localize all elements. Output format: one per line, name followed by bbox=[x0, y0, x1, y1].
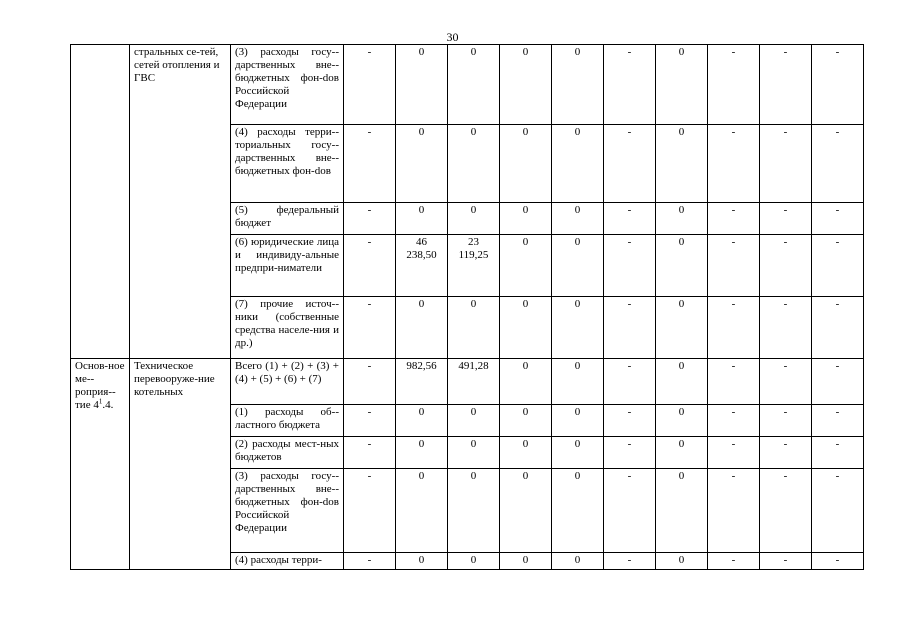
funding-source-cell: (2) расходы мест-ных бюджетов bbox=[231, 437, 344, 469]
value-cell: - bbox=[344, 297, 396, 359]
funding-source-cell: (3) расходы госу-дарственных вне-бюджетных фон-dов Российской Федерации bbox=[231, 45, 344, 125]
value-cell: - bbox=[708, 359, 760, 405]
value-cell: - bbox=[708, 45, 760, 125]
table-row bbox=[71, 359, 864, 405]
funding-source-cell: (7) прочие источ-ники (собственные средства населе-ния и др.) bbox=[231, 297, 344, 359]
value-cell: - bbox=[604, 405, 656, 437]
value-cell: - bbox=[708, 125, 760, 203]
value-cell: - bbox=[708, 203, 760, 235]
value-cell: 23 119,25 bbox=[448, 235, 500, 297]
value-cell: 0 bbox=[448, 469, 500, 553]
value-cell: 0 bbox=[552, 405, 604, 437]
table-row bbox=[71, 45, 864, 125]
value-cell: 0 bbox=[656, 553, 708, 570]
value-cell: 0 bbox=[396, 203, 448, 235]
value-cell: - bbox=[344, 469, 396, 553]
value-cell: - bbox=[344, 437, 396, 469]
value-cell: 0 bbox=[396, 469, 448, 553]
value-cell: 0 bbox=[500, 235, 552, 297]
value-cell: - bbox=[344, 203, 396, 235]
value-cell: - bbox=[344, 405, 396, 437]
value-cell: 0 bbox=[552, 297, 604, 359]
value-cell: 0 bbox=[448, 553, 500, 570]
value-cell: - bbox=[812, 125, 864, 203]
page-number: 30 bbox=[446, 30, 459, 44]
value-cell: 0 bbox=[500, 437, 552, 469]
value-cell: - bbox=[760, 553, 812, 570]
value-cell: 0 bbox=[552, 203, 604, 235]
budget-table bbox=[70, 44, 864, 570]
funding-source-cell: (6) юридические лица и индивиду-альные предпри-ниматели bbox=[231, 235, 344, 297]
value-cell: 0 bbox=[448, 45, 500, 125]
value-cell: - bbox=[604, 437, 656, 469]
event-label-cell bbox=[71, 45, 130, 359]
value-cell: - bbox=[344, 553, 396, 570]
value-cell: - bbox=[760, 125, 812, 203]
value-cell: - bbox=[604, 297, 656, 359]
value-cell: - bbox=[812, 235, 864, 297]
value-cell: 0 bbox=[552, 437, 604, 469]
value-cell: - bbox=[760, 203, 812, 235]
value-cell: 0 bbox=[552, 359, 604, 405]
funding-source-cell: (1) расходы об-ластного бюджета bbox=[231, 405, 344, 437]
value-cell: 0 bbox=[500, 469, 552, 553]
value-cell: 0 bbox=[396, 437, 448, 469]
event-label-suffix: .4. bbox=[102, 399, 114, 411]
value-cell: 0 bbox=[396, 553, 448, 570]
value-cell: 0 bbox=[448, 297, 500, 359]
funding-source-cell: (5) федеральный бюджет bbox=[231, 203, 344, 235]
value-cell: 0 bbox=[656, 45, 708, 125]
value-cell: 0 bbox=[656, 437, 708, 469]
value-cell: - bbox=[760, 359, 812, 405]
value-cell: 0 bbox=[552, 469, 604, 553]
value-cell: 46 238,50 bbox=[396, 235, 448, 297]
funding-source-cell: (4) расходы терри-ториальных госу-дарственных вне-бюджетных фон-dов bbox=[231, 125, 344, 203]
value-cell: - bbox=[760, 297, 812, 359]
value-cell: - bbox=[812, 553, 864, 570]
value-cell: - bbox=[812, 45, 864, 125]
value-cell: - bbox=[812, 469, 864, 553]
value-cell: - bbox=[708, 405, 760, 437]
event-label-cell bbox=[71, 359, 130, 570]
value-cell: - bbox=[604, 45, 656, 125]
value-cell: 0 bbox=[500, 297, 552, 359]
value-cell: 0 bbox=[396, 125, 448, 203]
event-name-cell: стральных се-тей, сетей отопления и ГВС bbox=[130, 45, 231, 359]
value-cell: 0 bbox=[500, 405, 552, 437]
value-cell: - bbox=[760, 437, 812, 469]
value-cell: 982,56 bbox=[396, 359, 448, 405]
funding-source-cell: Всего (1) + (2) + (3) + (4) + (5) + (6) + (7) bbox=[231, 359, 344, 405]
value-cell: - bbox=[604, 235, 656, 297]
value-cell: 0 bbox=[656, 469, 708, 553]
value-cell: - bbox=[344, 45, 396, 125]
value-cell: 0 bbox=[448, 437, 500, 469]
value-cell: 0 bbox=[500, 359, 552, 405]
event-label: Основ-ное ме-роприя-тие 4 bbox=[75, 360, 125, 411]
value-cell: 491,28 bbox=[448, 359, 500, 405]
value-cell: 0 bbox=[448, 125, 500, 203]
value-cell: - bbox=[760, 45, 812, 125]
value-cell: - bbox=[708, 553, 760, 570]
value-cell: - bbox=[344, 235, 396, 297]
value-cell: 0 bbox=[500, 553, 552, 570]
value-cell: 0 bbox=[500, 203, 552, 235]
value-cell: 0 bbox=[500, 45, 552, 125]
value-cell: 0 bbox=[552, 125, 604, 203]
value-cell: 0 bbox=[656, 125, 708, 203]
value-cell: 0 bbox=[396, 45, 448, 125]
value-cell: - bbox=[708, 235, 760, 297]
funding-source-cell: (4) расходы терри- bbox=[231, 553, 344, 570]
value-cell: 0 bbox=[396, 405, 448, 437]
value-cell: - bbox=[812, 437, 864, 469]
value-cell: 0 bbox=[656, 297, 708, 359]
event-name-cell: Техническое перевооруже-ние котельных bbox=[130, 359, 231, 570]
value-cell: - bbox=[708, 469, 760, 553]
value-cell: - bbox=[812, 405, 864, 437]
value-cell: - bbox=[708, 297, 760, 359]
value-cell: 0 bbox=[396, 297, 448, 359]
value-cell: 0 bbox=[448, 405, 500, 437]
value-cell: - bbox=[708, 437, 760, 469]
value-cell: - bbox=[760, 405, 812, 437]
value-cell: 0 bbox=[656, 235, 708, 297]
value-cell: - bbox=[604, 359, 656, 405]
value-cell: 0 bbox=[552, 45, 604, 125]
value-cell: - bbox=[604, 125, 656, 203]
value-cell: - bbox=[760, 235, 812, 297]
value-cell: 0 bbox=[552, 235, 604, 297]
value-cell: 0 bbox=[656, 203, 708, 235]
value-cell: 0 bbox=[656, 359, 708, 405]
value-cell: - bbox=[604, 553, 656, 570]
value-cell: - bbox=[604, 469, 656, 553]
value-cell: - bbox=[812, 203, 864, 235]
funding-source-cell: (3) расходы госу-дарственных вне-бюджетных фон-dов Российской Федерации bbox=[231, 469, 344, 553]
event-label-superscript: 1 bbox=[98, 397, 103, 406]
value-cell: - bbox=[344, 125, 396, 203]
value-cell: 0 bbox=[448, 203, 500, 235]
value-cell: 0 bbox=[656, 405, 708, 437]
value-cell: - bbox=[604, 203, 656, 235]
value-cell: - bbox=[344, 359, 396, 405]
value-cell: 0 bbox=[500, 125, 552, 203]
value-cell: - bbox=[812, 297, 864, 359]
value-cell: - bbox=[760, 469, 812, 553]
value-cell: - bbox=[812, 359, 864, 405]
value-cell: 0 bbox=[552, 553, 604, 570]
